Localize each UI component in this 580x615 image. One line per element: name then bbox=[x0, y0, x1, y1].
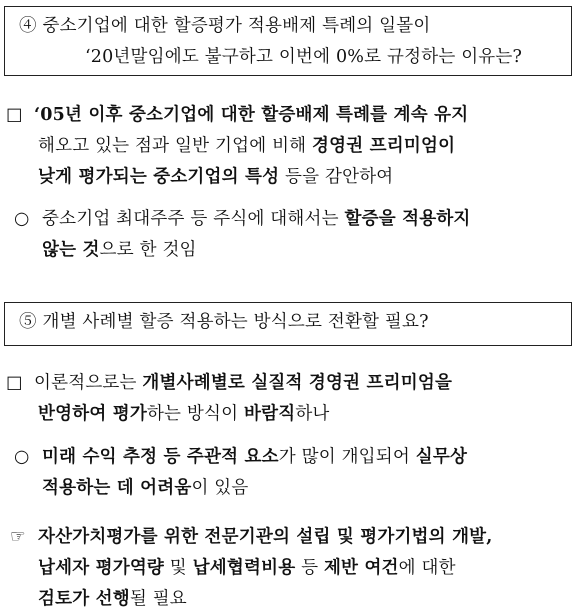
answer-5-text-2b: 하는 방식이 bbox=[146, 404, 244, 424]
answer-5-sub-text-1b: 가 많이 개입되어 bbox=[278, 447, 416, 467]
question-5-box bbox=[4, 302, 572, 346]
answer-5-text-1b: 개별사례별로 실질적 경영권 프리미엄을 bbox=[142, 373, 453, 393]
pointing-hand-icon: ☞ bbox=[10, 527, 26, 547]
answer-4-sub-text-1b: 할증을 적용하지 bbox=[344, 209, 471, 229]
answer-5-sub-line-1 bbox=[6, 442, 572, 473]
answer-5-text-2a: 반영하여 평가 bbox=[38, 404, 147, 424]
answer-4-sub-line-2 bbox=[6, 235, 572, 266]
answer-4-text-2b: 경영권 프리미엄이 bbox=[312, 136, 456, 156]
answer-4-text-3a: 낮게 평가되는 중소기업의 특성 bbox=[38, 167, 280, 187]
circle-bullet-icon: ○ bbox=[14, 209, 30, 229]
question-4-box bbox=[4, 6, 572, 76]
answer-5-note-line-2 bbox=[6, 553, 572, 584]
answer-5-note-text-2e: 제반 여건 bbox=[323, 558, 399, 578]
answer-5-note-text-1: 자산가치평가를 위한 전문기관의 설립 및 평가기법의 개발, bbox=[38, 527, 493, 547]
answer-5-note-text-3b: 될 필요 bbox=[129, 589, 187, 609]
answer-4-line-2 bbox=[6, 131, 572, 162]
answer-5-note-text-2d: 등 bbox=[295, 558, 324, 578]
answer-4-text-1: ‘05년 이후 중소기업에 대한 할증배제 특례를 계속 유지 bbox=[34, 105, 469, 125]
answer-4-sub-text-2b: 으로 한 것임 bbox=[99, 240, 197, 260]
answer-4-sub bbox=[6, 204, 572, 266]
question-4-line-2: ‘20년말임에도 불구하고 이번에 0%로 규정하는 이유는? bbox=[85, 47, 523, 67]
answer-5-text-1a: 이론적으로는 bbox=[34, 373, 143, 393]
answer-4-sub-line-1 bbox=[6, 204, 572, 235]
answer-5-sub bbox=[6, 442, 572, 504]
answer-4-line-3 bbox=[6, 162, 572, 193]
circle-bullet-icon: ○ bbox=[14, 447, 30, 467]
answer-5-note-text-2b: 및 bbox=[164, 558, 193, 578]
answer-5-note-text-2a: 납세자 평가역량 bbox=[38, 558, 165, 578]
answer-5-sub-line-2 bbox=[6, 473, 572, 504]
answer-5 bbox=[6, 368, 572, 430]
answer-4 bbox=[6, 100, 572, 193]
answer-5-note-text-2f: 에 대한 bbox=[398, 558, 456, 578]
answer-5-sub-text-2b: 이 있음 bbox=[191, 478, 249, 498]
answer-4-text-2a: 해오고 있는 점과 일반 기업에 비해 bbox=[38, 136, 313, 156]
answer-5-sub-text-1a: 미래 수익 추정 등 주관적 요소 bbox=[42, 447, 279, 467]
answer-4-text-3b: 등을 감안하여 bbox=[279, 167, 394, 187]
answer-5-note-text-2c: 납세협력비용 bbox=[192, 558, 296, 578]
answer-5-text-2d: 하나 bbox=[295, 404, 330, 424]
answer-5-line-1 bbox=[6, 368, 572, 399]
square-bullet-icon: □ bbox=[6, 373, 23, 393]
question-4-line-1: ④ 중소기업에 대한 할증평가 적용배제 특례의 일몰이 bbox=[19, 16, 431, 36]
answer-5-note bbox=[6, 522, 572, 615]
answer-4-sub-text-1a: 중소기업 최대주주 등 주식에 대해서는 bbox=[42, 209, 345, 229]
answer-5-line-2 bbox=[6, 399, 572, 430]
answer-4-line-1 bbox=[6, 100, 572, 131]
answer-5-note-line-1 bbox=[6, 522, 572, 553]
answer-5-note-text-3a: 검토가 선행 bbox=[38, 589, 130, 609]
answer-5-sub-text-2a: 적용하는 데 어려움 bbox=[42, 478, 192, 498]
question-5-line-1: ⑤ 개별 사례별 할증 적용하는 방식으로 전환할 필요? bbox=[19, 312, 429, 332]
answer-5-text-2c: 바람직 bbox=[244, 404, 296, 424]
answer-4-sub-text-2a: 않는 것 bbox=[42, 240, 100, 260]
answer-5-sub-text-1c: 실무상 bbox=[415, 447, 468, 467]
answer-5-note-line-3 bbox=[6, 584, 572, 615]
square-bullet-icon: □ bbox=[6, 105, 23, 125]
